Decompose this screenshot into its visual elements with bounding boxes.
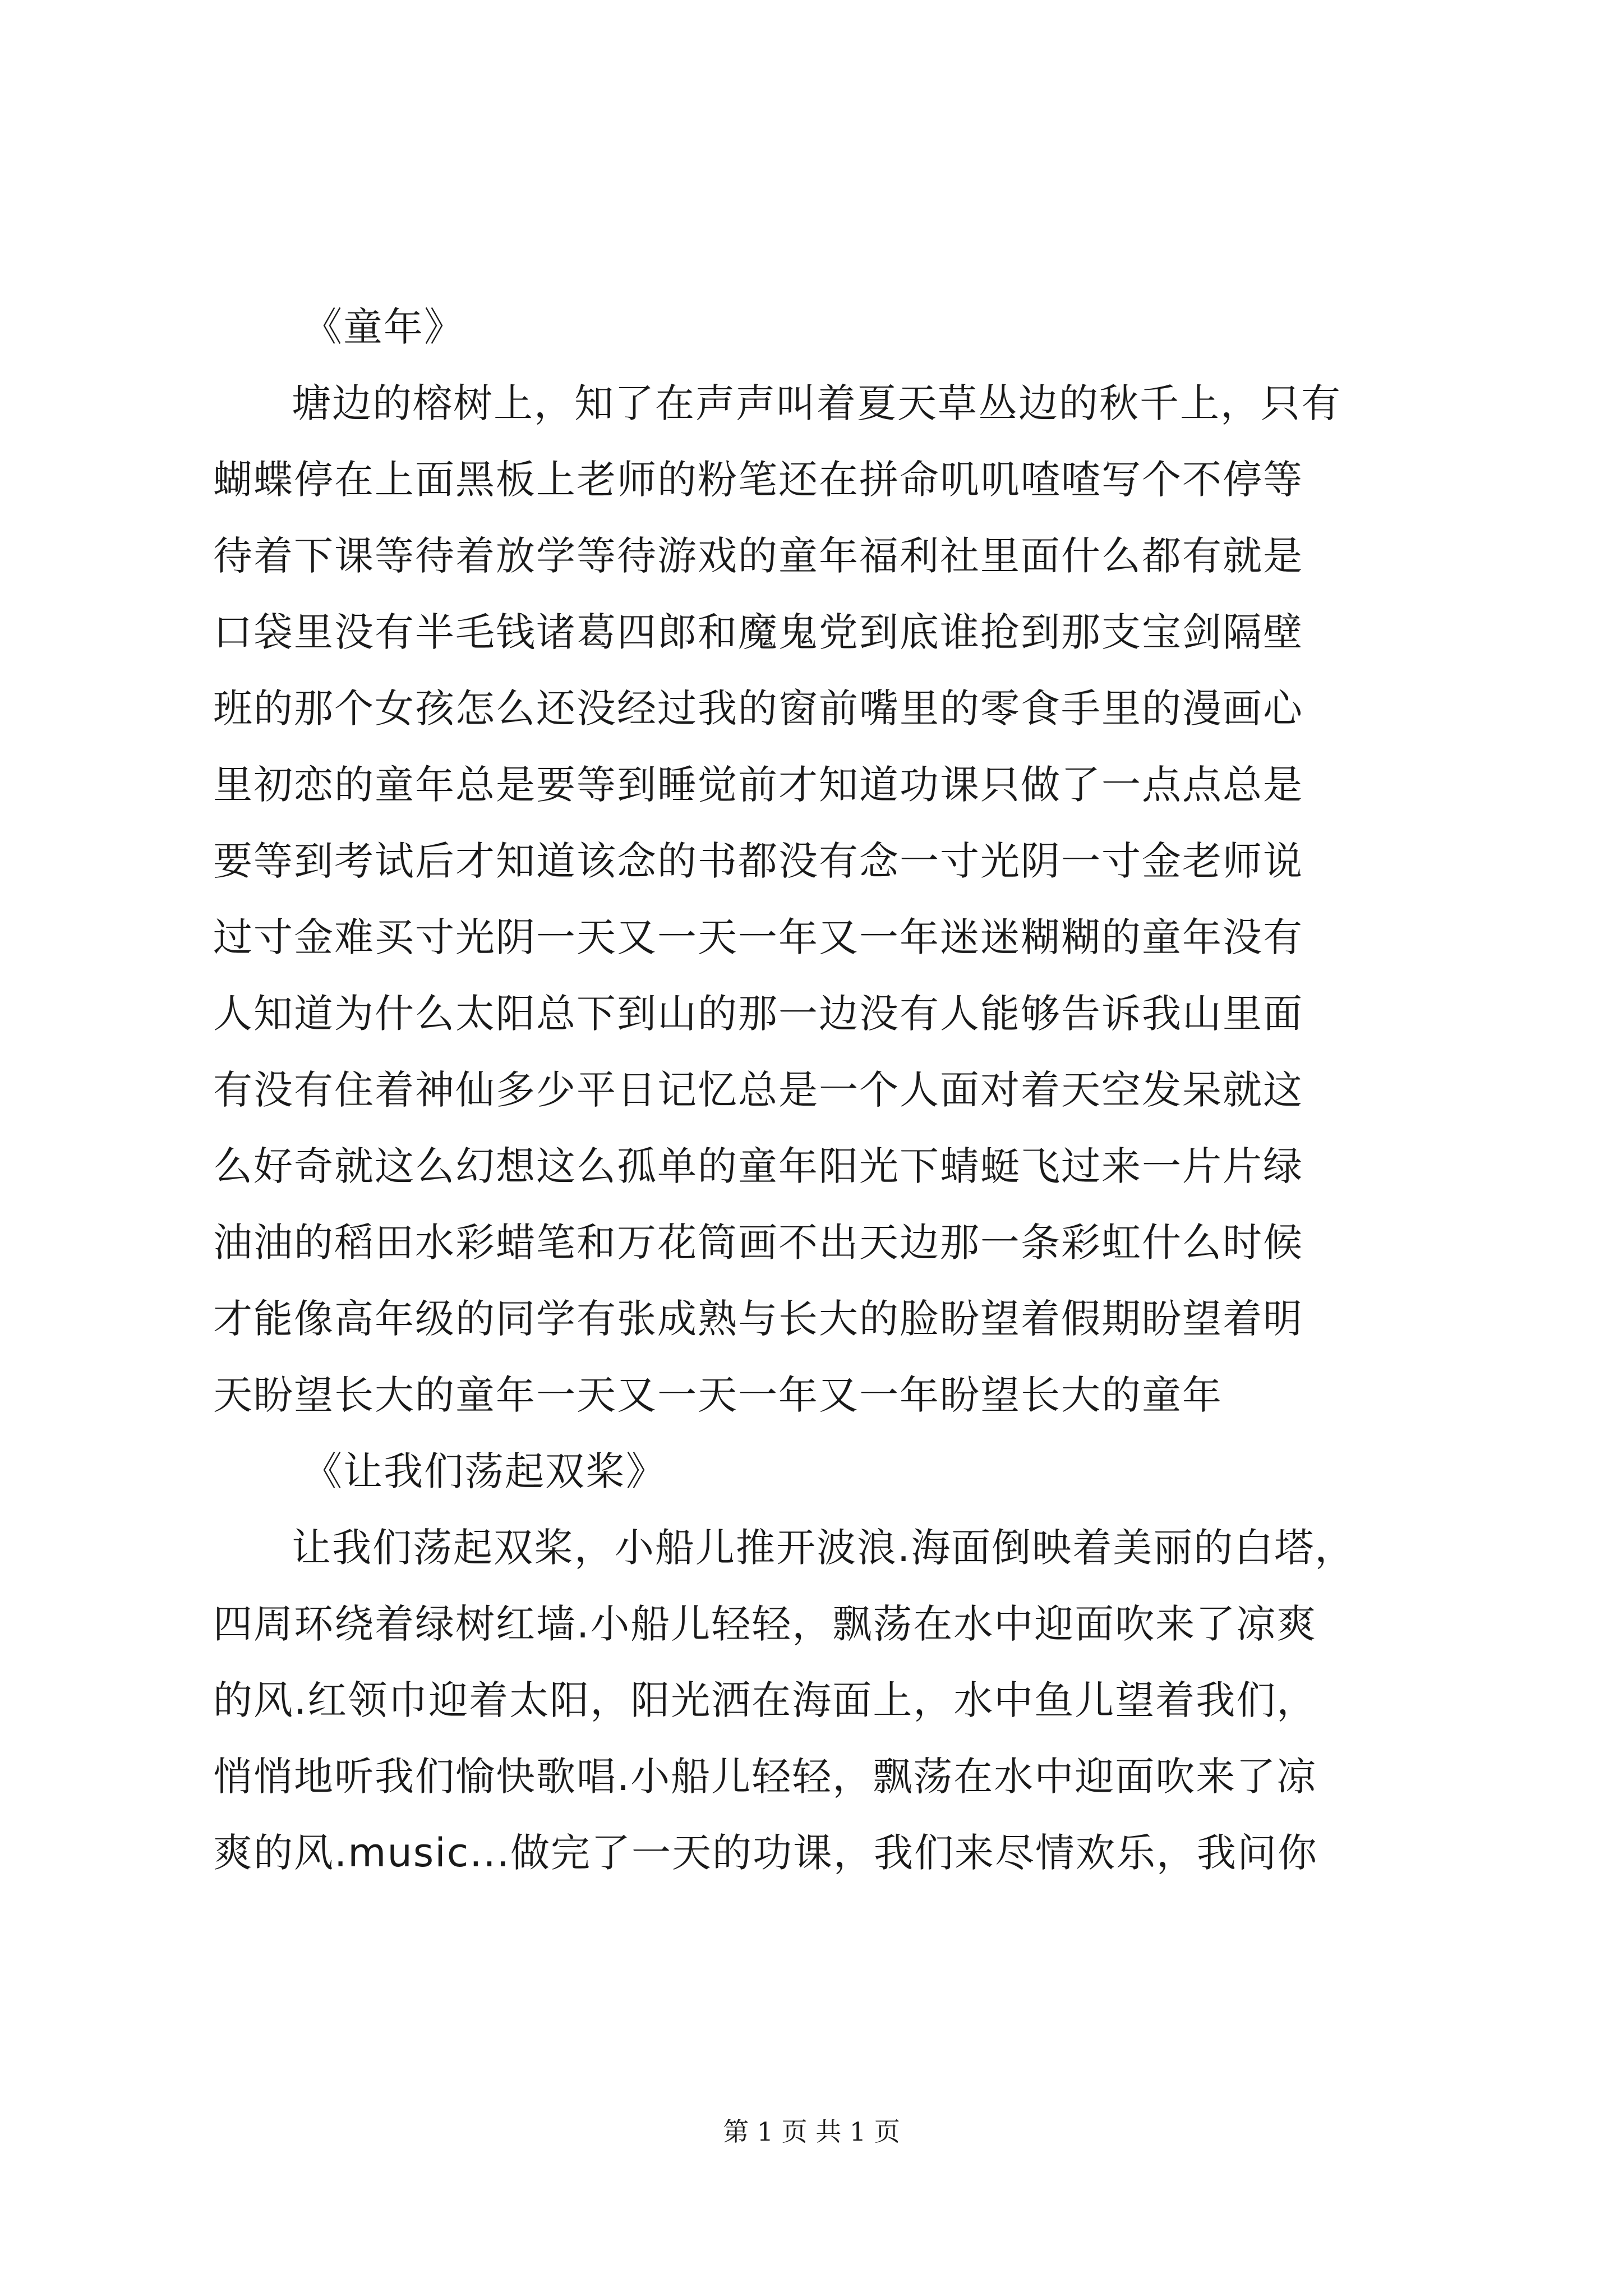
document-body	[213, 289, 1419, 1891]
paragraph-line: 让我们荡起双桨，小船儿推开波浪.海面倒映着美丽的白塔，	[292, 1525, 1355, 1571]
paragraph-line: 里初恋的童年总是要等到睡觉前才知道功课只做了一点点总是	[213, 762, 1303, 808]
page-footer: 第 1 页 共 1 页	[723, 2116, 900, 2147]
paragraph-line: 口袋里没有半毛钱诸葛四郎和魔鬼党到底谁抢到那支宝剑隔壁	[213, 609, 1303, 655]
paragraph-line: 待着下课等待着放学等待游戏的童年福利社里面什么都有就是	[213, 533, 1303, 579]
paragraph-line: 么好奇就这么幻想这么孤单的童年阳光下蜻蜓飞过来一片片绿	[213, 1143, 1303, 1189]
section-title-childhood: 《童年》	[303, 304, 464, 350]
paragraph-line: 四周环绕着绿树红墙.小船儿轻轻，飘荡在水中迎面吹来了凉爽	[213, 1601, 1317, 1647]
paragraph-line: 天盼望长大的童年一天又一天一年又一年盼望长大的童年	[213, 1372, 1223, 1418]
paragraph-line: 过寸金难买寸光阴一天又一天一年又一年迷迷糊糊的童年没有	[213, 914, 1303, 960]
paragraph-line: 的风.红领巾迎着太阳，阳光洒在海面上，水中鱼儿望着我们，	[213, 1677, 1317, 1723]
paragraph-line: 有没有住着神仙多少平日记忆总是一个人面对着天空发呆就这	[213, 1067, 1303, 1113]
paragraph-line: 班的那个女孩怎么还没经过我的窗前嘴里的零食手里的漫画心	[213, 685, 1303, 731]
paragraph-line: 油油的稻田水彩蜡笔和万花筒画不出天边那一条彩虹什么时候	[213, 1220, 1303, 1266]
paragraph-line: 蝴蝶停在上面黑板上老师的粉笔还在拼命叽叽喳喳写个不停等	[213, 457, 1303, 503]
paragraph-line: 爽的风.music...做完了一天的功课，我们来尽情欢乐，我问你	[213, 1830, 1318, 1876]
section-title-row-boat: 《让我们荡起双桨》	[303, 1448, 666, 1494]
paragraph-line: 人知道为什么太阳总下到山的那一边没有人能够告诉我山里面	[213, 991, 1303, 1037]
paragraph-line: 要等到考试后才知道该念的书都没有念一寸光阴一寸金老师说	[213, 838, 1303, 884]
paragraph-line: 悄悄地听我们愉快歌唱.小船儿轻轻，飘荡在水中迎面吹来了凉	[213, 1754, 1317, 1800]
paragraph-line: 才能像高年级的同学有张成熟与长大的脸盼望着假期盼望着明	[213, 1296, 1303, 1342]
paragraph-line: 塘边的榕树上，知了在声声叫着夏天草丛边的秋千上，只有	[292, 380, 1341, 426]
